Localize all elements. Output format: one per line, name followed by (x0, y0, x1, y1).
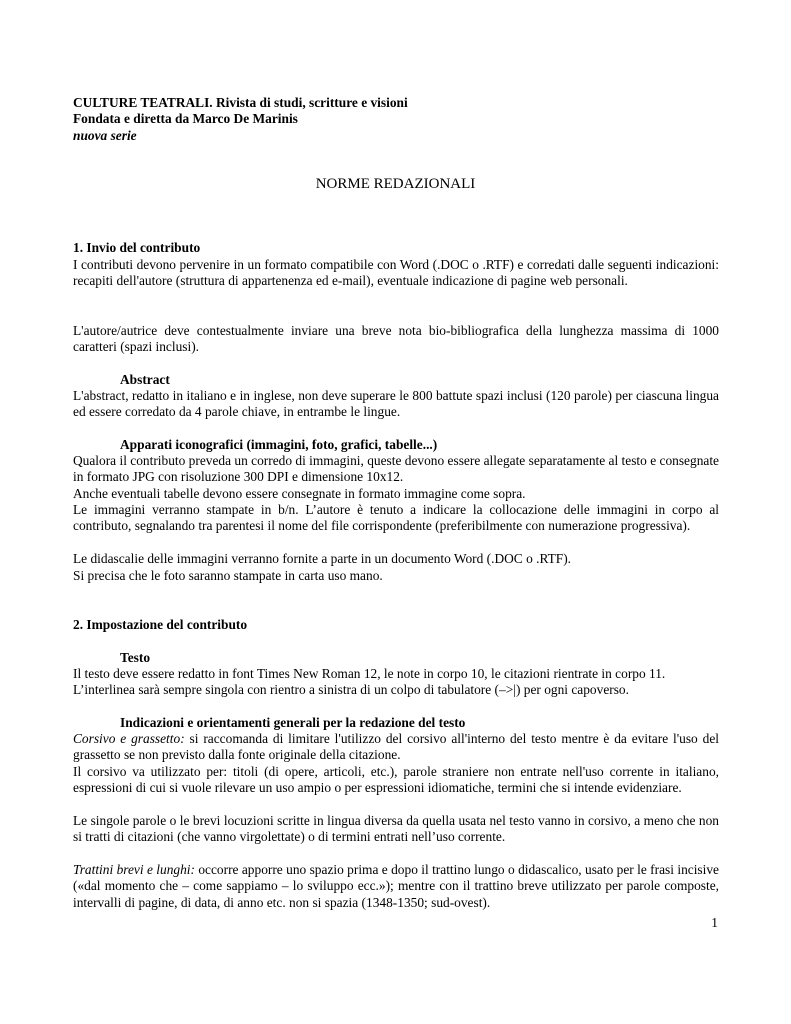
apparati-paragraph-2: Anche eventuali tabelle devono essere consegnate in formato immagine come sopra. (73, 486, 526, 501)
testo-paragraph-1: Il testo deve essere redatto in font Times New Roman 12, le note in corpo 10, le citazioni rientrate in corpo 11. (73, 666, 666, 681)
trattini-paragraph (73, 862, 719, 911)
corsivo-label: Corsivo e grassetto: (73, 731, 185, 746)
trattini-text: occorre apporre uno spazio prima e dopo il trattino lungo o didascalico, usato per le frasi incisive («dal momento che – come sappiamo – lo sviluppo ecc.»); mentre con il trattino breve utilizzato per parole composte, intervalli di pagine, di data, di anno etc. non si spazia (1348-1350; sud-ovest). (73, 862, 720, 910)
section1-paragraph-2: L'autore/autrice deve contestualmente inviare una breve nota bio-bibliografica della lunghezza massima di 1000 caratteri (spazi inclusi). (73, 323, 719, 355)
apparati-paragraph-1: Qualora il contributo preveda un corredo di immagini, queste devono essere allegate separatamente al testo e consegnate in formato JPG con risoluzione 300 DPI e dimensione 10x12. (73, 453, 719, 485)
journal-founder: Fondata e diretta da Marco De Marinis (73, 111, 298, 127)
section1-heading: 1. Invio del contributo (73, 240, 201, 255)
section1-paragraph-1: I contributi devono pervenire in un formato compatibile con Word (.DOC o .RTF) e corredati dalle seguenti indicazioni: recapiti dell'autore (struttura di appartenenza ed e-mail), eventuale indicazione di pagine web personali. (73, 257, 719, 289)
corsivo-paragraph-2: Il corsivo va utilizzato per: titoli (di opere, articoli, etc.), parole straniere non entrate nell'uso corrente in italiano, espressioni di cui si vuole rilevare un uso ampio o per espressioni idiomatiche, termini che si intende evidenziare. (73, 764, 719, 796)
corsivo-text: si raccomanda di limitare l'utilizzo del corsivo all'interno del testo mentre è da evitare l'uso del grassetto se non previsto dalla fonte originale della citazione. (73, 731, 719, 763)
abstract-text: L'abstract, redatto in italiano e in inglese, non deve superare le 800 battute spazi inclusi (120 parole) per ciascuna lingua ed essere corredato da 4 parole chiave, in entrambe le lingue. (73, 388, 719, 420)
abstract-heading: Abstract (120, 372, 170, 387)
apparati-heading: Apparati iconografici (immagini, foto, grafici, tabelle...) (120, 437, 438, 452)
journal-series: nuova serie (73, 127, 137, 143)
apparati-paragraph-5: Si precisa che le foto saranno stampate in carta uso mano. (73, 568, 383, 583)
page-number: 1 (711, 915, 718, 930)
apparati-paragraph-3: Le immagini verranno stampate in b/n. L’autore è tenuto a indicare la collocazione delle immagini in corpo al contributo, segnalando tra parentesi il nome del file corrispondente (preferibilmente con numerazione progressiva). (73, 502, 719, 534)
indicazioni-heading: Indicazioni e orientamenti generali per la redazione del testo (120, 715, 466, 730)
page-title: NORME REDAZIONALI (315, 176, 476, 192)
corsivo-paragraph (73, 731, 719, 764)
testo-paragraph-2: L’interlinea sarà sempre singola con rientro a sinistra di un colpo di tabulatore (–>|) per ogni capoverso. (73, 682, 629, 697)
section2-heading: 2. Impostazione del contributo (73, 617, 248, 632)
journal-header (73, 95, 719, 144)
testo-heading: Testo (120, 650, 151, 665)
corsivo-paragraph-3: Le singole parole o le brevi locuzioni scritte in lingua diversa da quella usata nel testo vanno in corsivo, a meno che non si tratti di citazioni (che vanno virgolettate) o di termini entrati nell’uso corrente. (73, 813, 719, 845)
journal-title: CULTURE TEATRALI. Rivista di studi, scritture e visioni (73, 95, 408, 110)
apparati-paragraph-4: Le didascalie delle immagini verranno fornite a parte in un documento Word (.DOC o .RTF). (73, 551, 572, 566)
trattini-label: Trattini brevi e lunghi: (73, 862, 195, 877)
